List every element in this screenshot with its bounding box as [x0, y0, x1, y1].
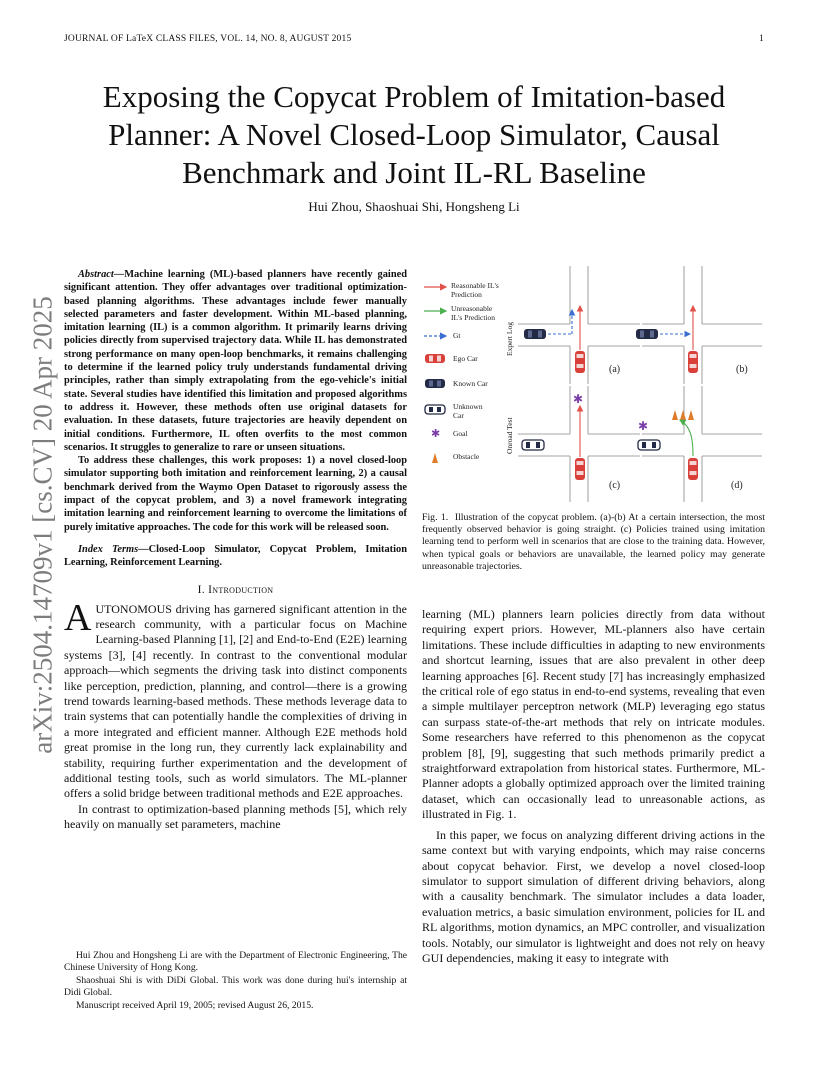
author-list: Hui Zhou, Shaoshuai Shi, Hongsheng Li: [308, 199, 520, 214]
legend-unreasonable-line2: IL's Prediction: [451, 313, 496, 322]
legend-obstacle-label: Obstacle: [453, 452, 480, 461]
intro-left-body: [64, 596, 407, 833]
footnotes: [64, 950, 407, 1013]
unknown-car: [522, 440, 544, 450]
legend-unknown-car-icon: [425, 405, 445, 414]
panel-label-a: (a): [609, 364, 621, 375]
row-label-onroad-test: Onroad Test: [505, 417, 514, 454]
arxiv-stamp-text: arXiv:2504.14709v1 [cs.CV] 20 Apr 2025: [27, 296, 58, 754]
ego-car: [575, 351, 585, 373]
legend-reasonable-line1: Reasonable IL's: [451, 281, 499, 290]
legend-obstacle-icon: [432, 453, 438, 463]
legend-goal-label: Goal: [453, 429, 468, 438]
intro-paragraph-1: driving has garnered significant attention in the research community, with a particular focus on Machine Learning-based Planning [1], [2] and End-to-End (E2E) learning systems [3], [4] recently. In contrast to the conventional modular approach—which segments the driving task into distinct components like perception, prediction, planning, and control—there is a growing trend towards learning-based methods. These methods leverage data to train systems that can potentially handle the complexities of driving in a more integrated and efficient manner. Although E2E methods hold great promise in the long run, they currently lack explainability and stability, requiring further experimentation and the development of additional testing tools, such as world simulators. The ML-planner offers a solid bridge between traditional methods and E2E approaches.: [64, 601, 407, 801]
legend-unknown-line2: Car: [453, 411, 464, 420]
goal-icon: ✱: [638, 419, 649, 433]
section-heading: [64, 584, 407, 596]
ego-car: [688, 351, 698, 373]
intro-right-body: [422, 607, 765, 966]
index-terms-label: Index Terms: [78, 543, 139, 555]
row-label-expert-log: Expert Log: [505, 322, 514, 356]
legend-unreasonable-line1: Unreasonable: [451, 304, 493, 313]
lead-word: UTONOMOUS: [95, 601, 172, 616]
obstacle-icons: [672, 410, 694, 420]
unknown-car: [638, 440, 660, 450]
figure-legend: [424, 281, 499, 463]
running-header: [64, 34, 764, 44]
footnote-internship: Shaoshuai Shi is with DiDi Global. This work was done during hui's internship at Didi Global.: [64, 975, 407, 998]
panel-d: [638, 386, 762, 502]
abstract: [64, 268, 407, 534]
footnote-affiliation: Hui Zhou and Hongsheng Li are with the Department of Electronic Engineering, The Chinese University of Hong Kong.: [64, 950, 407, 973]
panel-a: [518, 266, 640, 384]
known-car: [636, 329, 658, 339]
known-car: [524, 329, 546, 339]
index-terms: [64, 543, 407, 570]
arxiv-stamp: [21, 285, 65, 765]
page-number: 1: [759, 34, 764, 44]
left-column: [64, 268, 407, 833]
section-number: I.: [197, 583, 205, 596]
panel-label-b: (b): [736, 364, 748, 375]
right-column-figure: [422, 266, 765, 573]
caption-text: Illustration of the copycat problem. (a)-(b) At a certain intersection, the most frequently observed behavior is going straight. (c) Policies trained using imitation learning tend to perform well in scenarios that are close to the training data. However, when typical goals or behaviors are unavailable, the learned policy may generate unreasonable trajectories.: [422, 512, 765, 572]
legend-known-label: Known Car: [453, 379, 488, 388]
section-title: Introduction: [208, 583, 274, 596]
footnote-manuscript: Manuscript received April 19, 2005; revised August 26, 2015.: [76, 1000, 314, 1011]
intro-right-paragraph-1: learning (ML) planners learn policies directly from data without requiring expert priors. However, ML-planners also have certain limitations. These include difficulties in adapting to new environments and shortcut learning, issues that are also prevalent in other deep learning approaches [6]. Recent study [7] has increasingly emphasized the critical role of ego status in end-to-end systems, revealing that even a simple multilayer perceptron network (MLP) leveraging ego status can surpass state-of-the-art methods that rely on intricate modules. Some researchers have referred to this phenomenon as the copycat problem [8], [9], suggesting that such methods primarily predict a straightforward extrapolation from historical states. Furthermore, ML-Planner adopts a globally optimized approach over the limited training dataset, which can occasionally lead to unreasonable actions, as illustrated in Fig. 1.: [422, 607, 765, 822]
caption-label: Fig. 1.: [422, 512, 449, 523]
paper-title: Exposing the Copycat Problem of Imitation-based Planner: A Novel Closed-Loop Simulator, Causal Benchmark and Joint IL-RL Baseline: [102, 79, 726, 190]
index-terms-text: —Closed-Loop Simulator, Copycat Problem, Imitation Learning, Reinforcement Learning.: [64, 543, 407, 569]
abstract-paragraph-2: To address these challenges, this work proposes: 1) a novel closed-loop simulator supporting both imitation and reinforcement learning, 2) a causal benchmark derived from the Waymo Open Dataset to rigorously assess the impact of the copycat problem, and 3) a novel framework integrating imitation learning and reinforcement learning to overcome the limitations of purely imitative approaches. The code for this work will be released soon.: [64, 455, 407, 533]
drop-cap: A: [64, 596, 92, 639]
intro-right-paragraph-2: In this paper, we focus on analyzing different driving actions in the same context but with varying endpoints, which may raise concerns about copycat behavior. First, we develop a novel closed-loop simulator to support simulation of different driving behaviors, along with a causality benchmark. The simulator includes a data loader, evaluation metrics, a basic simulation environment, policies for IL and RL algorithms, motion dynamics, an MPC controller, and visualization tools. Notably, our simulator is lightweight and does not rely on heavy GUI dependencies, making it easy to integrate with: [422, 827, 765, 965]
legend-reasonable-line2: Prediction: [451, 290, 482, 299]
abstract-paragraph-1: —Machine learning (ML)-based planners have recently gained significant attention. They offer advantages over traditional optimization-based planning algorithms. These advantages include fewer manually selected parameters and faster development. Within ML-based planning, imitation learning (IL) is a common algorithm. It primarily learns driving policies directly from supervised trajectory data. While IL has demonstrated strong performance on many open-loop benchmarks, it remains challenging to determine if the learned policy truly understands fundamental driving principles, rather than simply extrapolating from the ego-vehicle's initial state. Several studies have identified this limitation and proposed algorithms to address it. However, these methods often use original datasets for evaluation. In these datasets, future trajectories are heavily dependent on initial conditions. Furthermore, IL often overfits to the most common scenarios. It struggles to generalize to rare or unseen situations.: [64, 269, 407, 453]
ego-car: [575, 458, 585, 480]
panel-label-d: (d): [731, 480, 743, 491]
abstract-label: Abstract: [78, 269, 114, 280]
figure-1: [422, 266, 765, 506]
panel-label-c: (c): [609, 480, 621, 491]
figure-1-caption: [422, 512, 765, 573]
legend-unknown-line1: Unknown: [453, 402, 483, 411]
goal-icon: ✱: [573, 392, 584, 406]
panel-b: [636, 266, 762, 384]
legend-ego-label: Ego Car: [453, 354, 478, 363]
legend-known-car-icon: [425, 379, 445, 388]
intro-paragraph-2: In contrast to optimization-based planning methods [5], which rely heavily on manually set parameters, machine: [64, 801, 407, 832]
legend-ego-car-icon: [425, 354, 445, 363]
journal-name: JOURNAL OF LaTeX CLASS FILES, VOL. 14, NO. 8, AUGUST 2015: [64, 34, 352, 44]
ego-car: [688, 458, 698, 480]
panel-c: [518, 386, 640, 502]
figure-1-graphic: [422, 266, 765, 506]
legend-goal-icon: ✱: [431, 428, 441, 440]
legend-gt-label: Gt: [453, 331, 461, 340]
